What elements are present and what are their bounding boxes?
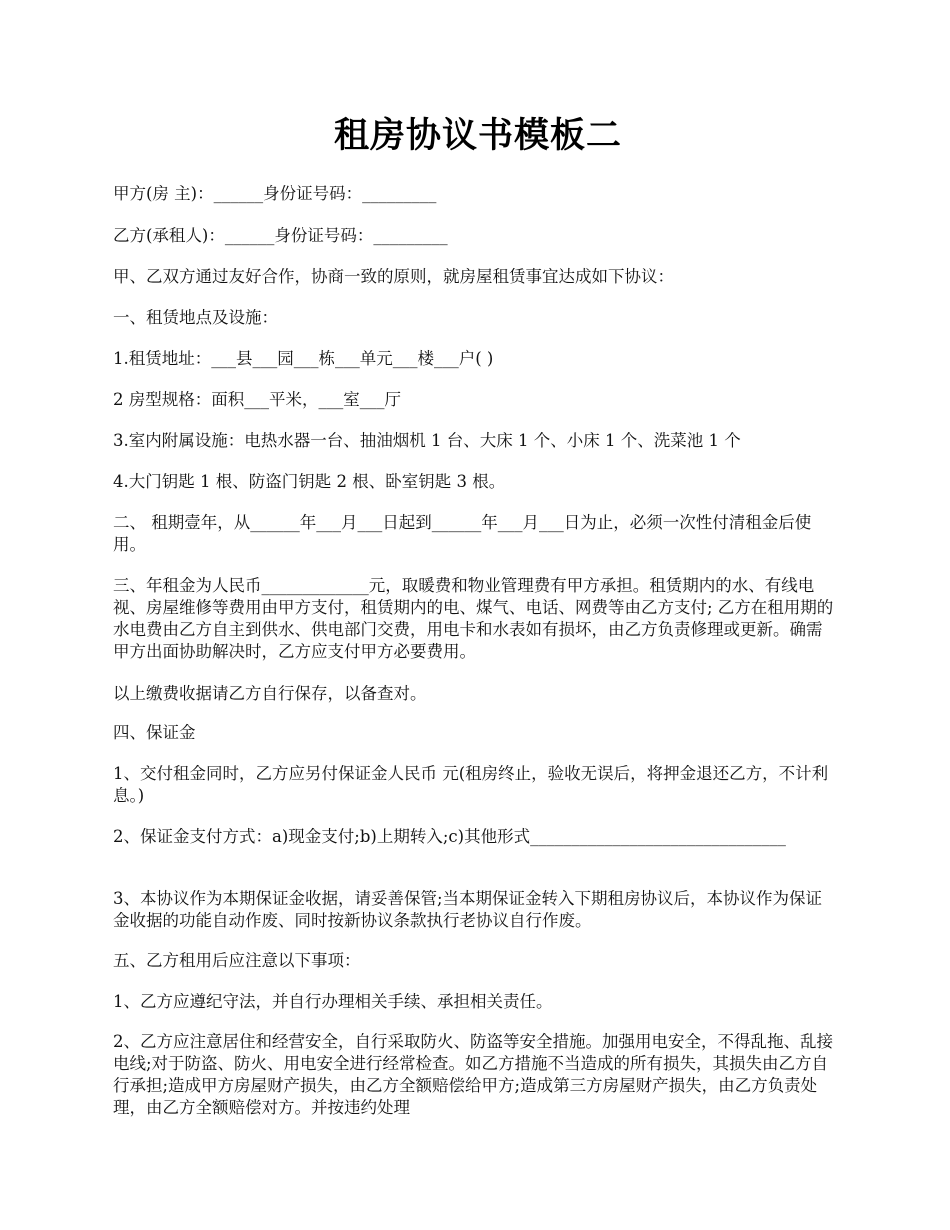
party-b-line: 乙方(承租人)：______身份证号码：_________: [113, 226, 448, 245]
intro-paragraph: 甲、乙双方通过友好合作，协商一致的原则，就房屋租赁事宜达成如下协议：: [113, 267, 674, 286]
clause-facilities: 3.室内附属设施：电热水器一台、抽油烟机 1 台、大床 1 个、小床 1 个、洗菜池 1 个: [113, 431, 741, 450]
section-5-heading: 五、乙方租用后应注意以下事项：: [113, 951, 361, 970]
section-2-term: 二、 租期壹年，从______年___月___日起到______年___月___日为止，必须一次性付清租金后使用。: [113, 513, 812, 554]
clause-keys: 4.大门钥匙 1 根、防盗门钥匙 2 根、卧室钥匙 3 根。: [113, 472, 506, 491]
section-1-heading: 一、租赁地点及设施：: [113, 308, 278, 327]
section-3-rent: 三、年租金为人民币_____________元，取暖费和物业管理费有甲方承担。租赁期内的水、有线电视、房屋维修等费用由甲方支付，租赁期内的电、煤气、电话、网费等由乙方支付; 乙方在租用期的水电费由乙方自主到供水、供电部门交费，用电卡和水表如有损坏，由乙方负责修理或更新。确需甲方出面协助解决时，乙方应支付甲方必要费用。: [113, 576, 834, 661]
clause-address: 1.租赁地址：___县___园___栋___单元___楼___户( ): [113, 349, 494, 368]
section-4-heading: 四、保证金: [113, 723, 196, 742]
deposit-clause-1: 1、交付租金同时，乙方应另付保证金人民币 元(租房终止，验收无误后，将押金退还乙方，不计利息。): [113, 764, 829, 805]
receipt-note: 以上缴费收据请乙方自行保存，以备查对。: [113, 684, 427, 703]
notice-clause-1: 1、乙方应遵纪守法，并自行办理相关手续、承担相关责任。: [113, 992, 553, 1011]
notice-clause-2: 2、乙方应注意居住和经营安全，自行采取防火、防盗等安全措施。加强用电安全，不得乱拖、乱接电线;对于防盗、防火、用电安全进行经常检查。如乙方措施不当造成的所有损失，其损失由乙方自行承担;造成甲方房屋财产损失，由乙方全额赔偿给甲方;造成第三方房屋财产损失，由乙方负责处理，由乙方全额赔偿对方。并按违约处理: [113, 1032, 833, 1117]
document-title: 租房协议书模板二: [333, 115, 622, 156]
party-a-line: 甲方(房 主)：______身份证号码：_________: [113, 184, 437, 203]
deposit-clause-2: 2、保证金支付方式：a)现金支付;b)上期转入;c)其他形式_______________________________: [113, 827, 786, 846]
clause-layout: 2 房型规格：面积___平米，___室___厅: [113, 390, 401, 409]
deposit-clause-3: 3、本协议作为本期保证金收据，请妥善保管;当本期保证金转入下期租房协议后，本协议作为保证金收据的功能自动作废、同时按新协议条款执行老协议自行作废。: [113, 889, 823, 930]
